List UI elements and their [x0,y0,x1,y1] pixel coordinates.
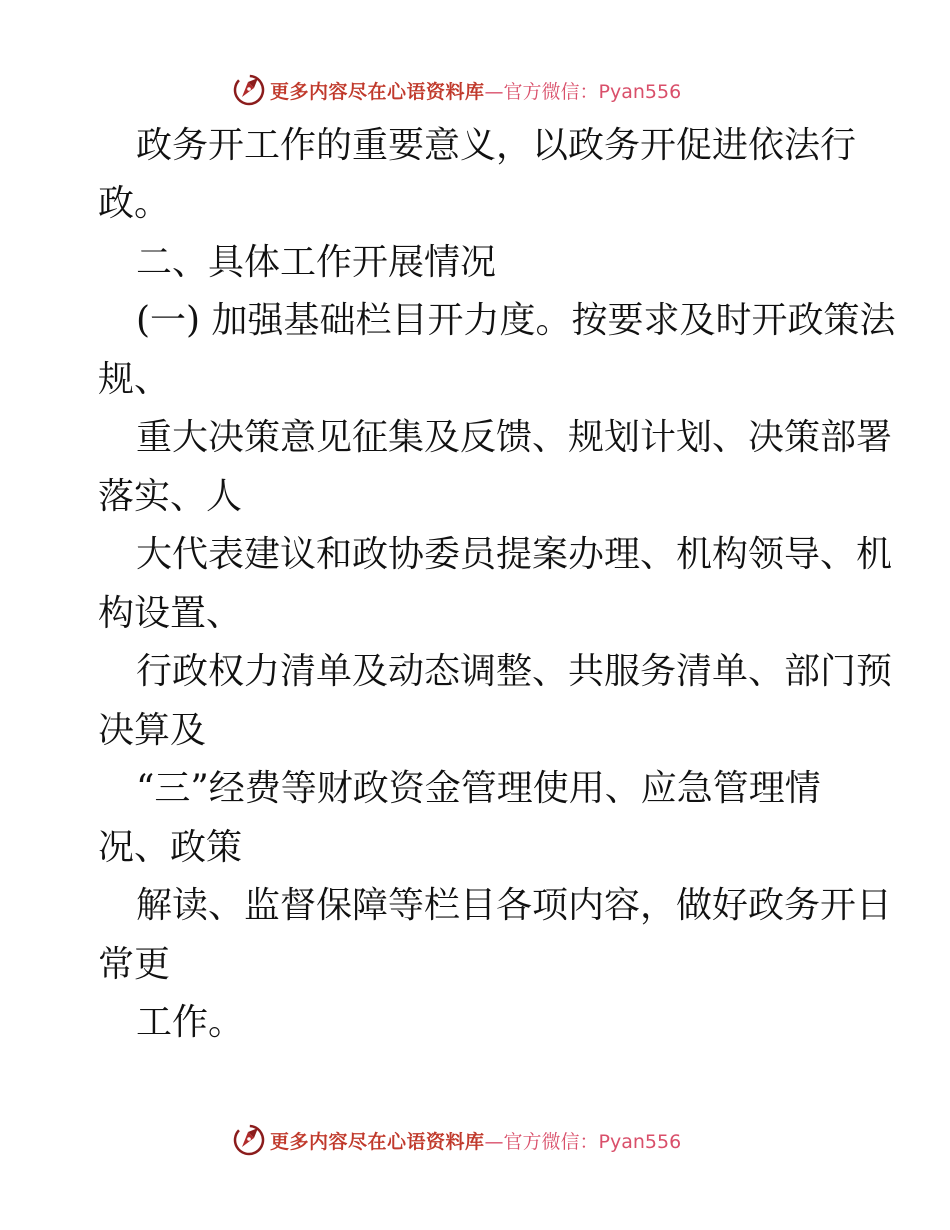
paragraph-line: 决算及 [98,710,207,751]
paragraph-line: 行政权力清单及动态调整、共服务清单、部门预 [136,651,893,692]
paragraph-line: 落实、人 [98,476,243,517]
paragraph-line: 构设置、 [98,593,243,634]
paragraph-line: 解读、监督保障等栏目各项内容，做好政务开日 [136,885,893,926]
watermark-wechat-text: —官方微信：Pyan556 [484,80,682,103]
paragraph-line: 规、 [98,359,171,400]
footer-watermark [232,1122,681,1158]
pen-nib-logo-icon [232,1123,266,1157]
paragraph-line: “三”经费等财政资金管理使用、应急管理情 [136,768,821,809]
paragraph-line: 重大决策意见征集及反馈、规划计划、决策部署 [136,417,893,458]
watermark-main-text: 更多内容尽在心语资料库 [270,80,485,103]
paragraph-line: 工作。 [136,1002,245,1043]
paragraph-line: 政。 [98,183,171,224]
paragraph-line: 况、政策 [98,827,243,868]
paragraph-line: 大代表建议和政协委员提案办理、机构领导、机 [136,534,893,575]
watermark-main-text: 更多内容尽在心语资料库 [270,1130,485,1153]
paragraph-line: (一) 加强基础栏目开力度。按要求及时开政策法 [136,300,896,341]
paragraph-line: 常更 [98,944,171,985]
section-heading: 二、具体工作开展情况 [136,242,497,283]
watermark-wechat-text: —官方微信：Pyan556 [484,1130,682,1153]
paragraph-line: 政务开工作的重要意义，以政务开促进依法行 [136,125,857,166]
